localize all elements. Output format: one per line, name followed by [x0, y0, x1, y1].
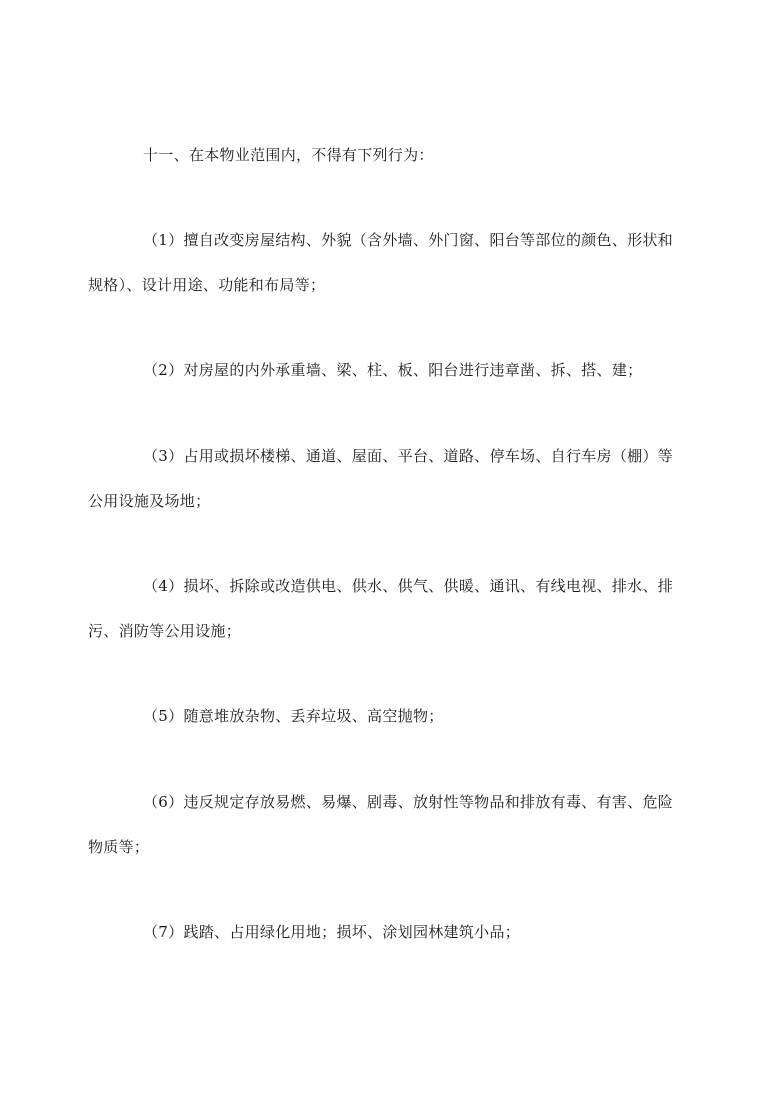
item-7-line-1: （7）践踏、占用绿化用地；损坏、涂划园林建筑小品； — [143, 923, 521, 941]
section-heading: 十一、在本物业范围内，不得有下列行为： — [143, 146, 434, 164]
item-1-line-2: 规格）、设计用途、功能和布局等； — [88, 276, 326, 294]
item-6-line-2: 物质等； — [88, 838, 150, 856]
item-3-line-1: （3）占用或损坏楼梯、通道、屋面、平台、道路、停车场、自行车房（棚）等 — [143, 447, 674, 465]
item-2-line-1: （2）对房屋的内外承重墙、梁、柱、板、阳台进行违章凿、拆、搭、建； — [143, 361, 643, 379]
item-5-line-1: （5）随意堆放杂物、丢弃垃圾、高空抛物； — [143, 707, 444, 725]
item-4-line-2: 污、消防等公用设施； — [88, 622, 242, 640]
item-6-line-1: （6）违反规定存放易燃、易爆、剧毒、放射性等物品和排放有毒、有害、危险 — [143, 793, 674, 811]
item-3-line-2: 公用设施及场地； — [88, 492, 211, 510]
item-1-line-1: （1）擅自改变房屋结构、外貌（含外墙、外门窗、阳台等部位的颜色、形状和 — [143, 231, 674, 249]
item-4-line-1: （4）损坏、拆除或改造供电、供水、供气、供暖、通讯、有线电视、排水、排 — [143, 577, 674, 595]
